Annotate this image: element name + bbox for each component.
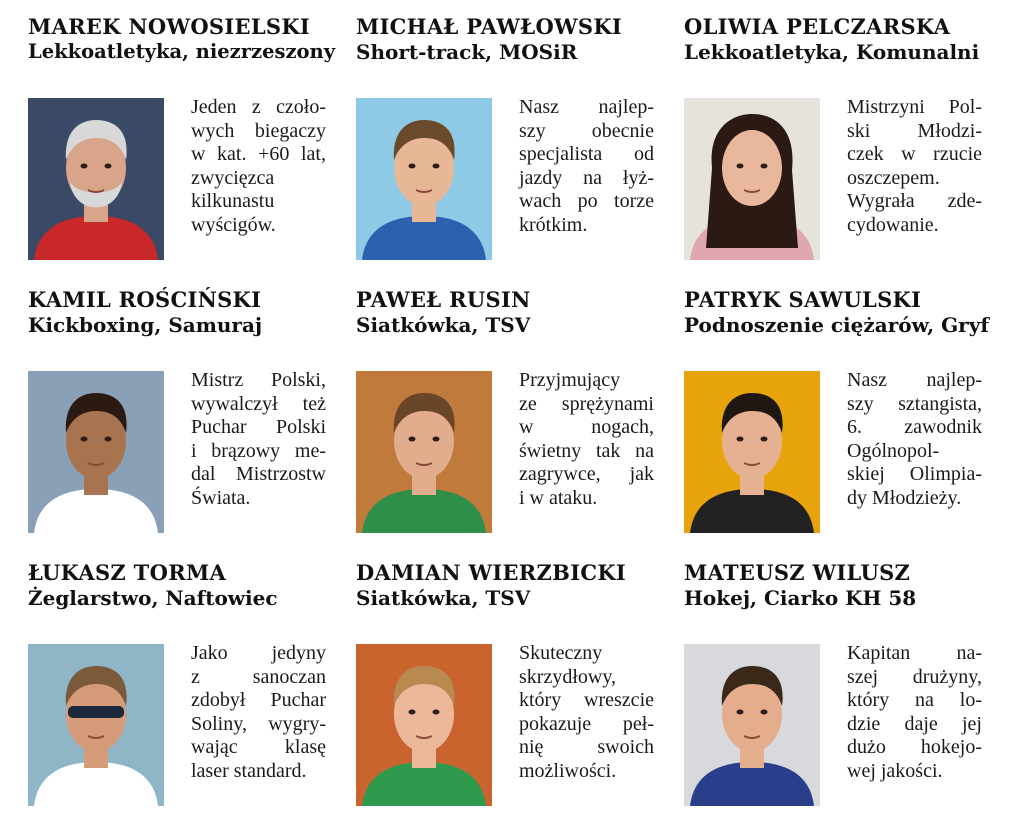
description-line: szy sztangista,: [847, 392, 982, 415]
description-line: zdobył Puchar: [191, 689, 326, 712]
portrait-illustration: [684, 644, 820, 806]
description-line: wach po torze: [519, 190, 654, 213]
portrait-illustration: [356, 644, 492, 806]
athlete-name: MICHAŁ PAWŁOWSKI: [356, 14, 623, 39]
description-line: laser standard.: [191, 759, 307, 782]
athlete-name: DAMIAN WIERZBICKI: [356, 560, 627, 585]
athlete-description: [847, 642, 982, 784]
description-line: Kapitan na-: [847, 642, 982, 664]
athlete-name: KAMIL ROŚCIŃSKI: [28, 287, 262, 312]
athlete-description: [191, 369, 326, 511]
athlete-card: [28, 14, 336, 265]
description-line: Nasz najlep-: [519, 96, 654, 118]
athlete-photo: [356, 371, 492, 533]
portrait-illustration: [684, 98, 820, 260]
athlete-description: [519, 369, 654, 511]
athlete-photo: [684, 98, 820, 260]
description-line: Wygrała zde-: [847, 190, 982, 213]
athlete-photo: [28, 371, 164, 533]
description-line: Mistrzyni Pol-: [847, 96, 982, 118]
description-line: świetny tak na: [519, 439, 654, 462]
athlete-discipline-club: Hokej, Ciarko KH 58: [684, 586, 917, 610]
athlete-photo: [356, 644, 492, 806]
description-line: Puchar Polski: [191, 416, 326, 439]
portrait-illustration: [356, 371, 492, 533]
description-line: wyścigów.: [191, 213, 276, 236]
athlete-description: [191, 642, 326, 784]
athlete-card: [356, 15, 661, 265]
description-line: dużo hokejo-: [847, 736, 982, 759]
description-line: kilkunastu: [191, 190, 275, 213]
athlete-card: [28, 561, 333, 811]
portrait-illustration: [356, 98, 492, 260]
description-line: Jeden z czoło-: [191, 96, 326, 118]
athlete-card: [28, 288, 333, 538]
athlete-discipline-club: Siatkówka, TSV: [356, 586, 531, 610]
description-line: dy Młodzieży.: [847, 486, 962, 509]
description-line: zagrywce, jak: [519, 463, 654, 486]
athlete-discipline-club: Żeglarstwo, Naftowiec: [28, 586, 278, 610]
description-line: który na lo-: [847, 689, 982, 712]
description-line: i w ataku.: [519, 486, 598, 509]
description-line: szy obecnie: [519, 119, 654, 142]
athlete-discipline-club: Siatkówka, TSV: [356, 313, 531, 337]
description-line: 6. zawodnik: [847, 416, 982, 439]
description-line: Ogólnopol-: [847, 439, 940, 462]
description-line: szej drużyny,: [847, 665, 982, 688]
description-line: Mistrz Polski,: [191, 369, 326, 391]
athlete-photo: [684, 644, 820, 806]
description-line: z sanoczan: [191, 665, 326, 688]
athlete-discipline-club: Lekkoatletyka, Komunalni: [684, 40, 980, 64]
athlete-discipline-club: Podnoszenie ciężarów, Gryf: [684, 313, 989, 337]
athlete-name: PAWEŁ RUSIN: [356, 287, 531, 312]
athlete-card: [684, 15, 989, 265]
description-line: cydowanie.: [847, 213, 939, 236]
description-line: wając klasę: [191, 736, 326, 759]
athlete-description: [191, 96, 326, 238]
description-line: dal Mistrzostw: [191, 463, 326, 486]
athlete-photo: [28, 98, 164, 260]
athlete-discipline-club: Short-track, MOSiR: [356, 40, 578, 64]
description-line: skiej Olimpia-: [847, 463, 982, 486]
description-line: jazdy na łyż-: [519, 166, 654, 189]
description-line: specjalista od: [519, 143, 654, 166]
description-line: możliwości.: [519, 759, 617, 782]
description-line: ze sprężynami: [519, 392, 654, 415]
athlete-name: PATRYK SAWULSKI: [684, 287, 922, 312]
description-line: Świata.: [191, 486, 251, 509]
description-line: Jako jedyny: [191, 642, 326, 664]
description-line: wywalczył też: [191, 392, 326, 415]
athlete-card: [356, 561, 661, 811]
portrait-illustration: [28, 98, 164, 260]
athlete-description: [847, 369, 982, 511]
athlete-description: [847, 96, 982, 238]
athlete-discipline-club: Lekkoatletyka, niezrzeszony: [28, 40, 336, 63]
athlete-photo: [356, 98, 492, 260]
athlete-discipline-club: Kickboxing, Samuraj: [28, 313, 263, 337]
athlete-name: ŁUKASZ TORMA: [28, 560, 227, 585]
athlete-card: [684, 561, 989, 811]
description-line: w kat. +60 lat,: [191, 143, 326, 166]
description-line: i brązowy me-: [191, 439, 326, 462]
description-line: oszczepem.: [847, 166, 940, 189]
description-line: który wreszcie: [519, 689, 654, 712]
description-line: Przyjmujący: [519, 369, 621, 391]
athlete-card: [684, 288, 989, 538]
description-line: Soliny, wygry-: [191, 712, 326, 735]
portrait-illustration: [28, 371, 164, 533]
athlete-name: MATEUSZ WILUSZ: [684, 560, 911, 585]
description-line: Skuteczny: [519, 642, 603, 664]
athlete-name: MAREK NOWOSIELSKI: [28, 14, 311, 39]
athlete-name: OLIWIA PELCZARSKA: [684, 14, 951, 39]
athlete-photo: [684, 371, 820, 533]
description-line: dzie daje jej: [847, 712, 982, 735]
description-line: wych biegaczy: [191, 119, 326, 142]
description-line: w nogach,: [519, 416, 654, 439]
description-line: ski Młodzi-: [847, 119, 982, 142]
description-line: wej jakości.: [847, 759, 943, 782]
description-line: nię swoich: [519, 736, 654, 759]
description-line: czek w rzucie: [847, 143, 982, 166]
description-line: pokazuje peł-: [519, 712, 654, 735]
athlete-description: [519, 96, 654, 238]
description-line: krótkim.: [519, 213, 588, 236]
athlete-photo: [28, 644, 164, 806]
athlete-description: [519, 642, 654, 784]
athlete-card: [356, 288, 661, 538]
description-line: zwycięzca: [191, 166, 275, 189]
portrait-illustration: [684, 371, 820, 533]
description-line: skrzydłowy,: [519, 665, 617, 688]
portrait-illustration: [28, 644, 164, 806]
description-line: Nasz najlep-: [847, 369, 982, 391]
